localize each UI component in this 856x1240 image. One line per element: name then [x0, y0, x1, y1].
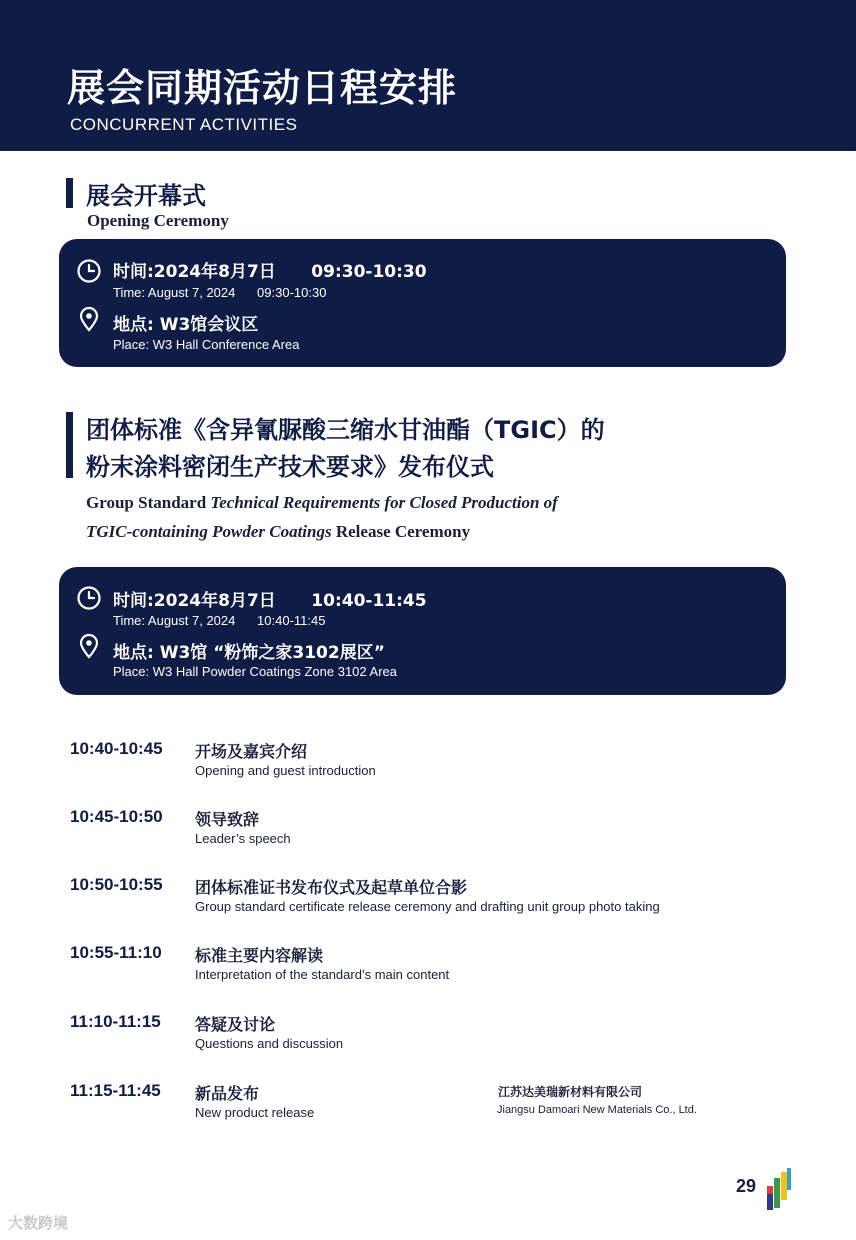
subtitle-suffix: Release Ceremony [331, 522, 471, 541]
agenda-title: 标准主要内容解读 [195, 946, 324, 965]
agenda-title-en: Interpretation of the standard’s main content [195, 967, 450, 982]
event-place-en: Place: W3 Hall Powder Coatings Zone 3102 Area [113, 664, 397, 679]
event-info-card [59, 239, 786, 367]
event-info-card [59, 567, 786, 695]
clock-icon [76, 585, 102, 611]
presenter-company-en: Jiangsu Damoari New Materials Co., Ltd. [497, 1104, 697, 1116]
agenda-time: 10:40-10:45 [70, 739, 163, 758]
subtitle-standard-name: Technical Requirements for Closed Production of [210, 493, 558, 512]
section-title: 展会开幕式 [86, 182, 206, 210]
section-title-line1: 团体标准《含异氰脲酸三缩水甘油酯（TGIC）的 [86, 416, 605, 444]
event-time-en: Time: August 7, 2024 10:40-11:45 [113, 613, 326, 628]
location-pin-icon [76, 633, 102, 659]
section-marker [66, 178, 73, 208]
agenda-item [0, 739, 856, 799]
presenter-company: 江苏达美瑞新材料有限公司 [498, 1085, 643, 1099]
event-time-en: Time: August 7, 2024 09:30-10:30 [113, 285, 327, 300]
clock-icon [76, 258, 102, 284]
agenda-title: 团体标准证书发布仪式及起草单位合影 [195, 878, 468, 897]
subtitle-standard-name-cont: TGIC-containing Powder Coatings [86, 522, 332, 541]
agenda-item [0, 875, 856, 935]
agenda-title-en: Leader’s speech [195, 831, 291, 846]
agenda-title-en: Opening and guest introduction [195, 763, 376, 778]
page-title: 展会同期活动日程安排 [67, 66, 458, 110]
agenda-title: 开场及嘉宾介绍 [195, 742, 308, 761]
page-header [0, 0, 856, 151]
event-place: 地点: W3馆 “粉饰之家3102展区” [113, 643, 385, 663]
subtitle-prefix: Group Standard [86, 493, 211, 512]
agenda-time: 11:10-11:15 [70, 1012, 161, 1031]
event-place: 地点: W3馆会议区 [113, 315, 259, 335]
agenda-title-en: Group standard certificate release ceremony and drafting unit group photo taking [195, 899, 660, 914]
agenda-title-en: New product release [195, 1105, 315, 1120]
section-subtitle-line1 [86, 493, 558, 513]
brand-logo-icon [766, 1166, 792, 1212]
event-place-en: Place: W3 Hall Conference Area [113, 337, 300, 352]
agenda-title-en: Questions and discussion [195, 1036, 344, 1051]
agenda-item [0, 1012, 856, 1072]
agenda-time: 10:45-10:50 [70, 807, 163, 826]
event-time: 时间:2024年8月7日 10:40-11:45 [113, 591, 427, 611]
event-time: 时间:2024年8月7日 09:30-10:30 [113, 262, 427, 282]
agenda-item [0, 1081, 856, 1141]
agenda-time: 10:55-11:10 [70, 943, 162, 962]
agenda-time: 10:50-10:55 [70, 875, 163, 894]
agenda-title: 领导致辞 [195, 810, 260, 829]
section-subtitle-line2 [86, 522, 470, 542]
agenda-time: 11:15-11:45 [70, 1081, 161, 1100]
section-subtitle: Opening Ceremony [87, 211, 229, 230]
agenda-title: 新品发布 [195, 1084, 260, 1103]
section-title-line2: 粉末涂料密闭生产技术要求》发布仪式 [86, 453, 494, 481]
watermark: 大数跨境 [8, 1214, 69, 1232]
agenda-item [0, 807, 856, 867]
section-marker [66, 412, 73, 478]
agenda-title: 答疑及讨论 [195, 1015, 276, 1034]
location-pin-icon [76, 306, 102, 332]
agenda-item [0, 943, 856, 1003]
page-number: 29 [736, 1176, 757, 1196]
page-subtitle: CONCURRENT ACTIVITIES [70, 115, 298, 134]
